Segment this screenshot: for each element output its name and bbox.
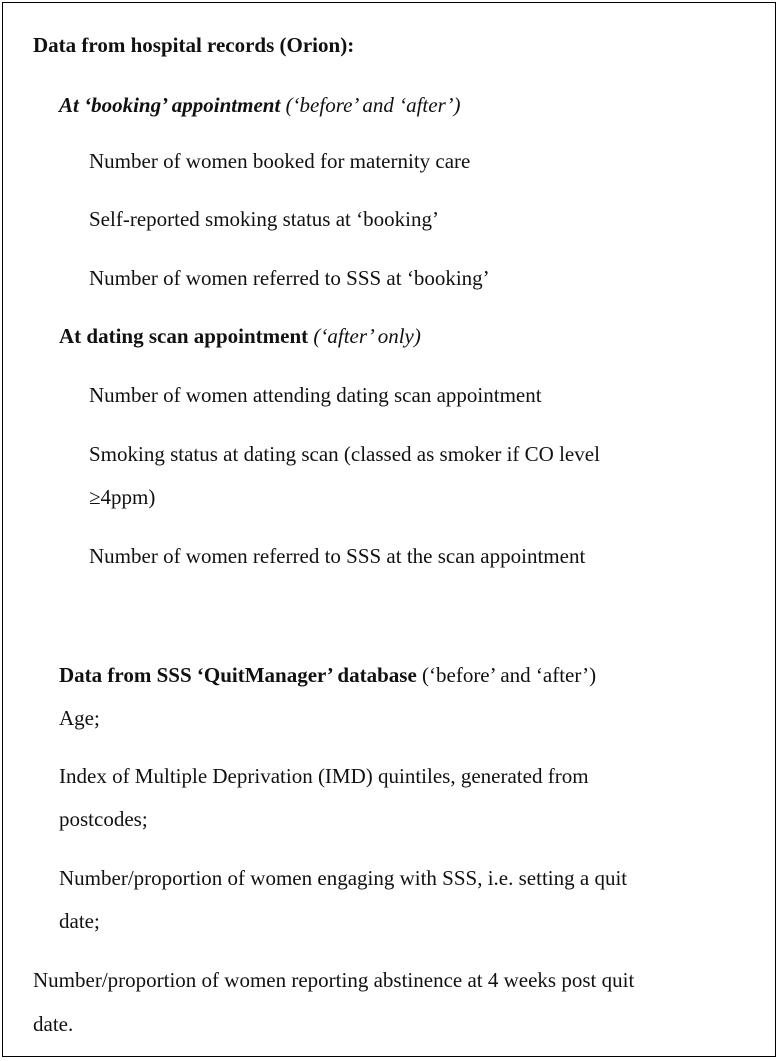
sss-item-engaging: Number/proportion of women engaging with SSS, i.e. setting a quit xyxy=(59,866,628,890)
booking-item-women-booked: Number of women booked for maternity care xyxy=(89,149,471,173)
data-sources-box xyxy=(2,2,776,1057)
booking-heading-note: (‘before’ and ‘after’) xyxy=(285,93,461,117)
dating-scan-heading-row xyxy=(59,326,421,347)
sss-item-engaging-cont: date; xyxy=(59,909,100,933)
booking-heading-row xyxy=(59,95,461,116)
dating-scan-item-referred: Number of women referred to SSS at the scan appointment xyxy=(89,544,586,568)
booking-item-smoking-status: Self-reported smoking status at ‘booking’ xyxy=(89,207,439,231)
dating-scan-heading: At dating scan appointment xyxy=(59,324,309,348)
sss-item-age: Age; xyxy=(59,706,100,730)
sss-item-imd-cont: postcodes; xyxy=(59,807,148,831)
sss-heading: Data from SSS ‘QuitManager’ database xyxy=(59,663,417,687)
abstinence-item-cont: date. xyxy=(33,1012,74,1036)
abstinence-item: Number/proportion of women reporting abstinence at 4 weeks post quit xyxy=(33,968,635,992)
sss-heading-note: (‘before’ and ‘after’) xyxy=(422,663,597,687)
sss-item-imd: Index of Multiple Deprivation (IMD) quintiles, generated from xyxy=(59,764,589,788)
booking-item-referred: Number of women referred to SSS at ‘booking’ xyxy=(89,266,490,290)
dating-scan-item-smoking-status: Smoking status at dating scan (classed as smoker if CO level xyxy=(89,442,600,466)
sss-heading-row xyxy=(59,665,596,686)
dating-scan-item-attending: Number of women attending dating scan appointment xyxy=(89,383,542,407)
dating-scan-item-smoking-status-cont: ≥4ppm) xyxy=(89,485,156,509)
dating-scan-heading-note: (‘after’ only) xyxy=(313,324,421,348)
booking-heading: At ‘booking’ appointment xyxy=(59,93,281,117)
hospital-records-heading: Data from hospital records (Orion): xyxy=(33,33,355,57)
